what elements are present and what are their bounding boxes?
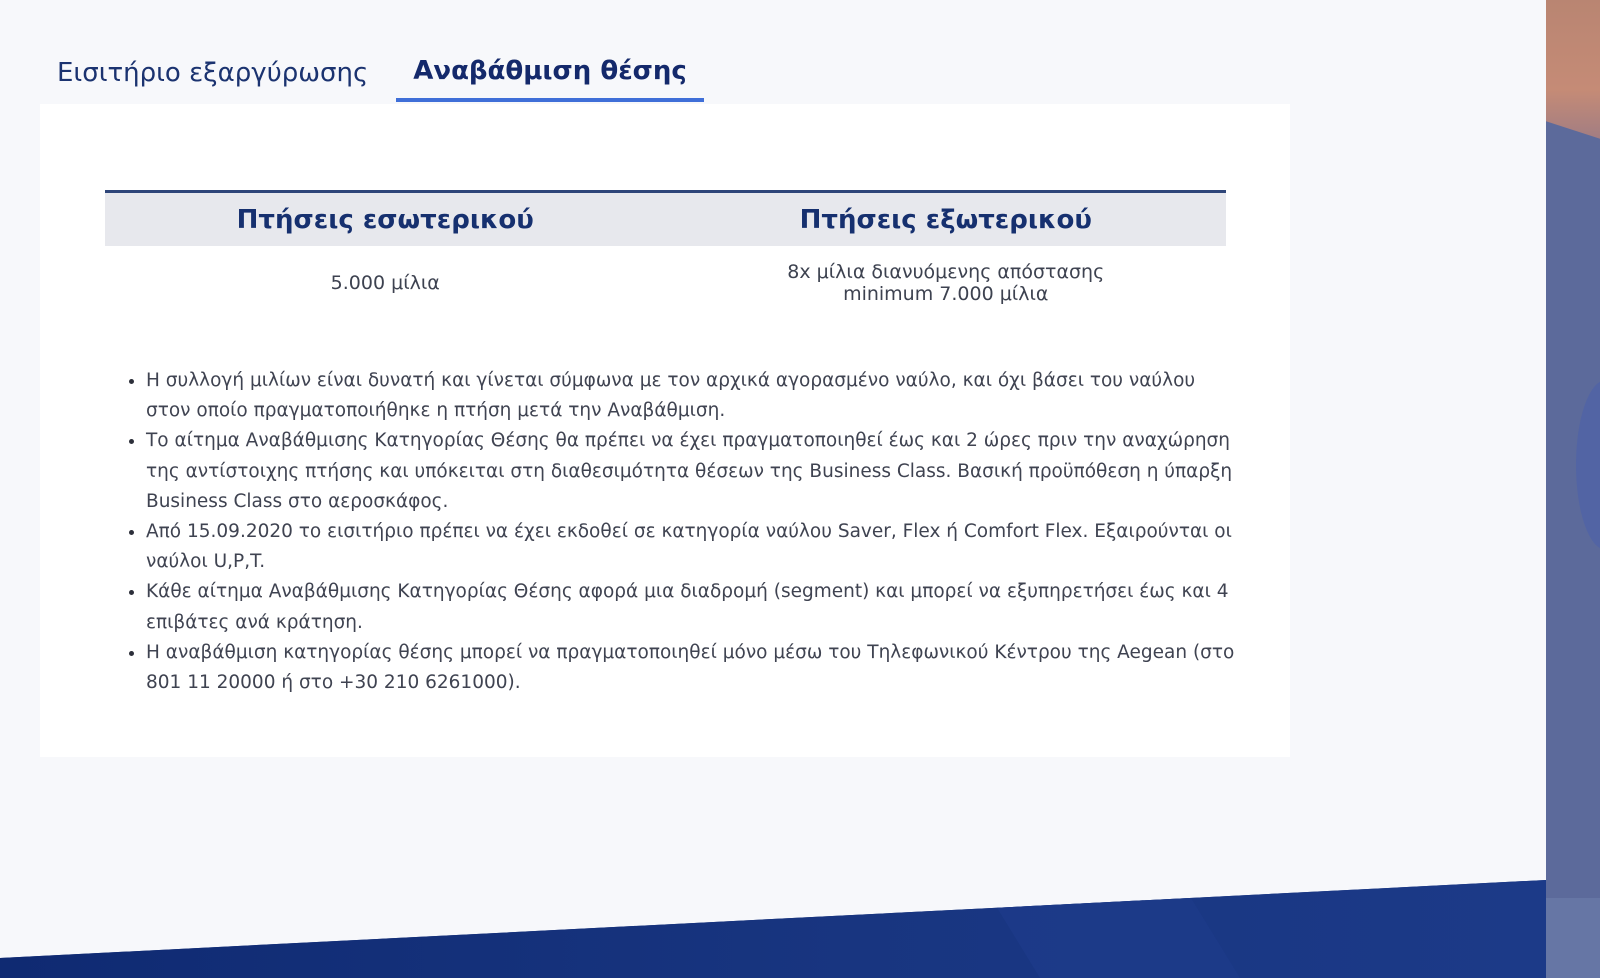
tab-redemption-ticket[interactable]: Εισιτήριο εξαργύρωσης xyxy=(57,58,369,88)
tab-panel-seat-upgrade xyxy=(40,104,1290,757)
domestic-miles-value: 5.000 μίλια xyxy=(330,271,440,294)
international-miles-cell xyxy=(666,246,1227,319)
table-header-row xyxy=(105,192,1226,247)
domestic-miles-cell xyxy=(105,246,666,319)
header-domestic-flights: Πτήσεις εσωτερικού xyxy=(105,192,666,247)
tab-seat-upgrade[interactable]: Αναβάθμιση θέσης xyxy=(396,44,704,102)
international-miles-minimum: minimum 7.000 μίλια xyxy=(843,282,1049,305)
header-international-flights: Πτήσεις εξωτερικού xyxy=(666,192,1227,247)
list-item: • Κάθε αίτημα Αναβάθμισης Κατηγορίας Θέσης αφορά μια διαδρομή (segment) και μπορεί να εξυπηρετήσει έως και 4 επιβάτες ανά κράτηση. xyxy=(146,577,1235,637)
footer-band-shade xyxy=(0,880,1546,978)
upgrade-terms-list xyxy=(105,366,1235,698)
side-bottom xyxy=(1546,898,1600,978)
upgrade-miles-table xyxy=(105,190,1226,319)
footer-decorative-band xyxy=(0,880,1546,978)
tab-bar xyxy=(40,44,704,104)
side-wedge xyxy=(1546,118,1600,978)
list-item: • Η συλλογή μιλίων είναι δυνατή και γίνεται σύμφωνα με τον αρχικά αγορασμένο ναύλο, και όχι βάσει του ναύλου στον οποίο πραγματοποιήθηκε η πτήση μετά την Αναβάθμιση. xyxy=(146,366,1235,426)
table-row xyxy=(105,246,1226,319)
international-miles-rule: 8x μίλια διανυόμενης απόστασης xyxy=(787,260,1105,283)
list-item: • Το αίτημα Αναβάθμισης Κατηγορίας Θέσης θα πρέπει να έχει πραγματοποιηθεί έως και 2 ώρες πριν την αναχώρηση της αντίστοιχης πτήσης και υπόκειται στη διαθεσιμότητα θέσεων της Business Class. Βασική προϋπόθεση η ύπαρξη Business Class στο αεροσκάφος. xyxy=(146,426,1235,517)
list-item: • Η αναβάθμιση κατηγορίας θέσης μπορεί να πραγματοποιηθεί μόνο μέσω του Τηλεφωνικού Κέντρου της Aegean (στο 801 11 20000 ή στο +30 210 6261000). xyxy=(146,638,1235,698)
decorative-side-image xyxy=(1546,0,1600,978)
list-item: • Από 15.09.2020 το εισιτήριο πρέπει να έχει εκδοθεί σε κατηγορία ναύλου Saver, Flex ή Comfort Flex. Εξαιρούνται οι ναύλοι U,P,T. xyxy=(146,517,1235,577)
